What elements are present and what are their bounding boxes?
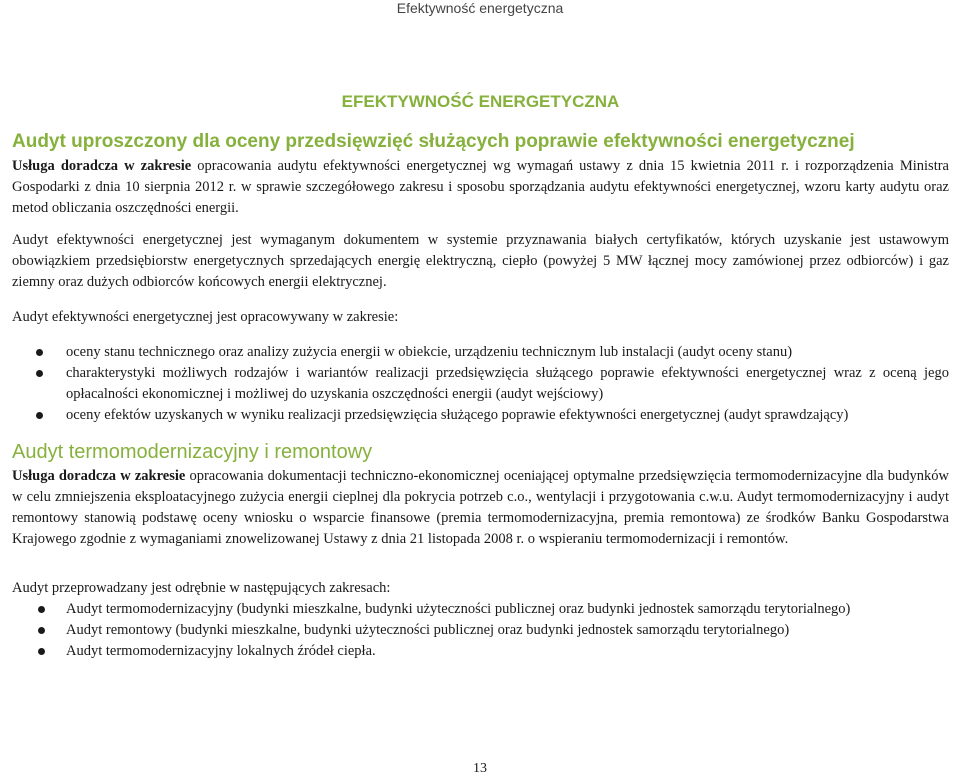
section2-lead-bold: Usługa doradcza w zakresie (12, 468, 186, 484)
bullet-icon (38, 648, 45, 655)
list-item: Audyt termomodernizacyjny lokalnych źródeł ciepła. (12, 641, 949, 662)
list-item: oceny efektów uzyskanych w wyniku realizacji przedsięwzięcia służącego poprawie efektywności energetycznej (audyt sprawdzający) (12, 405, 949, 426)
section2-lead-text: opracowania dokumentacji techniczno-ekonomicznej oceniającej optymalne przedsięwzięcia termomodernizacyjne dla budynków w celu zmniejszenia eksploatacyjnego zużycia energii cieplnej dla pokrycia potrzeb c.o., wentylacji i przygotowania c.w.u. Audyt termomodernizacyjny i audyt remontowy stanowią podstawę oceny wniosku o wsparcie finansowe (premia termomodernizacyjna, premia remontowa) ze środków Banku Gospodarstwa Krajowego zgodnie z wymaganiami znowelizowanej Ustawy z dnia 21 listopada 2008 r. o wspieraniu termomodernizacji i remontów. (12, 468, 949, 547)
bullet-icon (36, 349, 43, 356)
section1-lead-text: opracowania audytu efektywności energetycznej wg wymagań ustawy z dnia 15 kwietnia 2011 r. i rozporządzenia Ministra Gospodarki z dnia 10 sierpnia 2012 r. w sprawie szczegółowego zakresu i sposobu sporządzania audytu efektywności energetycznej, wzoru karty audytu oraz metod obliczania oszczędności energii. (12, 158, 949, 216)
bullet-icon (36, 412, 43, 419)
section1-lead-bold: Usługa doradcza w zakresie (12, 158, 192, 174)
section2-intro-paragraph (12, 466, 949, 550)
list-item: charakterystyki możliwych rodzajów i wariantów realizacji przedsięwzięcia służącego poprawie efektywności energetycznej wraz z oceną jego opłacalności ekonomicznej i możliwej do uzyskania oszczędności energii (audyt wejściowy) (12, 363, 949, 405)
bullet-icon (38, 627, 45, 634)
section1-intro-paragraph (12, 156, 949, 219)
page-title: EFEKTYWNOŚĆ ENERGETYCZNA (341, 92, 620, 111)
section2-paragraph-2: Audyt przeprowadzany jest odrębnie w następujących zakresach: (12, 580, 391, 596)
list-item: oceny stanu technicznego oraz analizy zużycia energii w obiekcie, urządzeniu technicznym lub instalacji (audyt oceny stanu) (12, 342, 949, 363)
list-item: Audyt remontowy (budynki mieszkalne, budynki użyteczności publicznej oraz budynki jednostek samorządu terytorialnego) (12, 620, 949, 641)
document-body (12, 92, 949, 662)
section2-scope-list (12, 599, 949, 662)
bullet-icon (36, 370, 43, 377)
bullet-icon (38, 606, 45, 613)
section-title-thermomodernization-audit: Audyt termomodernizacyjny i remontowy (12, 441, 373, 463)
running-header: Efektywność energetyczna (396, 0, 564, 16)
section1-paragraph-3: Audyt efektywności energetycznej jest opracowywany w zakresie: (12, 309, 399, 325)
section1-scope-list (12, 342, 949, 426)
section1-paragraph-2: Audyt efektywności energetycznej jest wymaganym dokumentem w systemie przyznawania białych certyfikatów, których uzyskanie jest ustawowym obowiązkiem przedsiębiorstw energetycznych sprzedających energię elektryczną, ciepło (powyżej 5 MW łącznej mocy zamówionej przez odbiorców) i gaz ziemny oraz dużych odbiorców końcowych energii elektrycznej. (12, 232, 949, 290)
list-item: Audyt termomodernizacyjny (budynki mieszkalne, budynki użyteczności publicznej oraz budynki jednostek samorządu terytorialnego) (12, 599, 949, 620)
section-title-simplified-audit: Audyt uproszczony dla oceny przedsięwzięć służących poprawie efektywności energetycznej (12, 131, 855, 152)
page-number: 13 (473, 761, 487, 776)
